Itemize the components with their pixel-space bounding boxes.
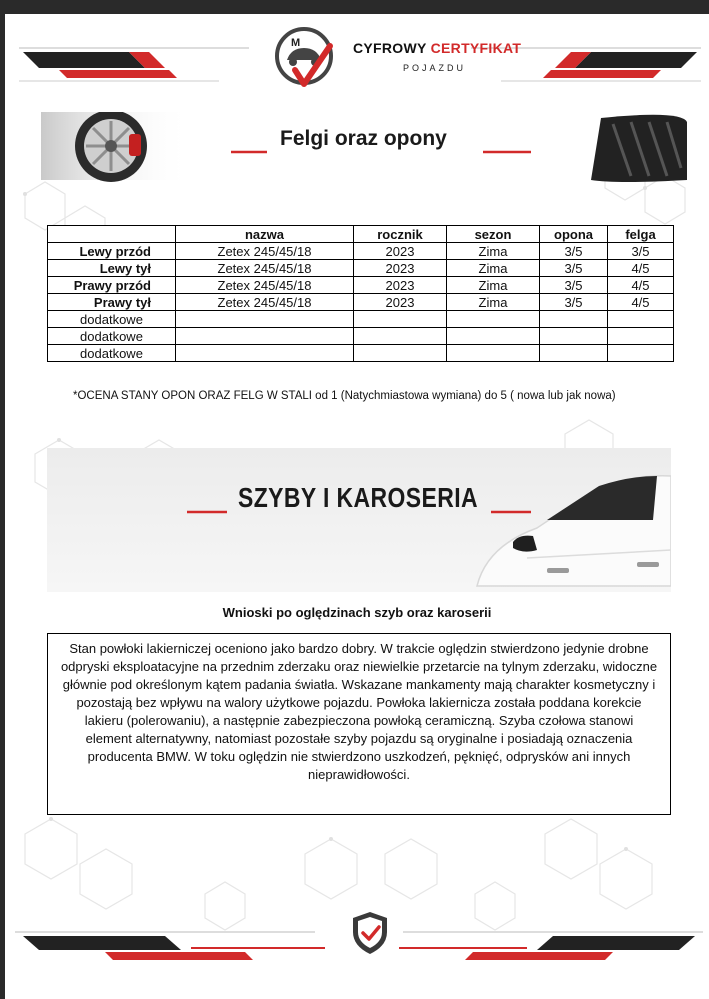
cell-season [447,328,540,345]
cell-rim-rating: 4/5 [608,260,674,277]
tire-tread-image [591,115,687,182]
cell-year [354,311,447,328]
cell-tire-rating: 3/5 [540,260,608,277]
cell-tire-rating: 3/5 [540,277,608,294]
cell-year: 2023 [354,294,447,311]
table-header-cell: sezon [447,226,540,243]
conclusions-box [47,633,671,815]
table-row [48,345,674,362]
table-row [48,277,674,294]
table-header-cell [48,226,176,243]
shield-check-icon [350,910,390,956]
row-label: Lewy przód [48,243,176,260]
cell-name [176,345,354,362]
row-label: Prawy tył [48,294,176,311]
cell-rim-rating [608,345,674,362]
tires-section-title: Felgi oraz opony [280,127,447,150]
cell-tire-rating [540,345,608,362]
table-row [48,260,674,277]
header-left-stripes [19,38,259,84]
certificate-page [5,14,709,999]
row-label: Lewy tył [48,260,176,277]
cell-season: Zima [447,294,540,311]
cell-name: Zetex 245/45/18 [176,294,354,311]
cell-rim-rating [608,311,674,328]
cell-tire-rating: 3/5 [540,294,608,311]
cell-rim-rating: 4/5 [608,277,674,294]
body-section-title: SZYBY I KAROSERIA [238,482,479,513]
brand-title [353,40,521,56]
brand-subtitle: POJAZDU [403,63,467,73]
cell-year: 2023 [354,243,447,260]
footer-right-stripes [399,928,703,962]
cell-year [354,345,447,362]
cell-season: Zima [447,260,540,277]
cell-name: Zetex 245/45/18 [176,277,354,294]
footer-left-stripes [15,928,325,962]
wheel-image [41,112,191,182]
table-row [48,243,674,260]
brand-title-part1: CYFROWY [353,40,427,56]
table-header-cell: rocznik [354,226,447,243]
table-row [48,294,674,311]
cell-season [447,311,540,328]
brand-title-part2: CERTYFIKAT [430,40,522,56]
cell-rim-rating: 3/5 [608,243,674,260]
rating-note: *OCENA STANY OPON ORAZ FELG W STALI od 1 (Natychmiastowa wymiana) do 5 ( nowa lub jak nowa) [73,390,616,402]
cell-name: Zetex 245/45/18 [176,260,354,277]
table-header-cell: felga [608,226,674,243]
table-header-row [48,226,674,243]
table-header-cell: opona [540,226,608,243]
cell-year: 2023 [354,260,447,277]
row-label: dodatkowe [48,328,176,345]
cell-season: Zima [447,243,540,260]
conclusions-text: Stan powłoki lakierniczej oceniono jako bardzo dobry. W trakcie oględzin stwierdzono jedynie drobne odpryski eksploatacyjne na przednim zderzaku oraz niewielkie przetarcie na tylnym zderzaku, widoczne głównie pod określonym kątem padania światła. Wskazane mankamenty mają charakter kosmetyczny i pozostają bez wpływu na walory użytkowe pojazdu. Powłoka lakiernicza została poddana korekcie lakieru (polerowaniu), a następnie zabezpieczona powłoką ceramiczną. Szyba czołowa stanowi element alternatywny, natomiast pozostałe szyby pojazdu są oryginalne i posiadają oznaczenia producenta BMW. W toku oględzin nie stwierdzono uszkodzeń, pęknięć, odprysków ani innych nieprawidłowości. [60,641,658,782]
table-row [48,328,674,345]
cell-name [176,311,354,328]
cell-rim-rating: 4/5 [608,294,674,311]
cell-year [354,328,447,345]
cell-season [447,345,540,362]
logo-letter: M [291,37,301,49]
table-row [48,311,674,328]
cell-rim-rating [608,328,674,345]
cell-name: Zetex 245/45/18 [176,243,354,260]
tires-table [47,225,674,362]
row-label: Prawy przód [48,277,176,294]
row-label: dodatkowe [48,311,176,328]
cell-season: Zima [447,277,540,294]
cell-year: 2023 [354,277,447,294]
cell-tire-rating [540,328,608,345]
car-check-logo-icon [273,26,335,92]
conclusions-heading: Wnioski po oględzinach szyb oraz karoserii [222,605,492,620]
table-header-cell: nazwa [176,226,354,243]
cell-tire-rating: 3/5 [540,243,608,260]
cell-name [176,328,354,345]
body-banner [47,438,671,594]
row-label: dodatkowe [48,345,176,362]
cell-tire-rating [540,311,608,328]
